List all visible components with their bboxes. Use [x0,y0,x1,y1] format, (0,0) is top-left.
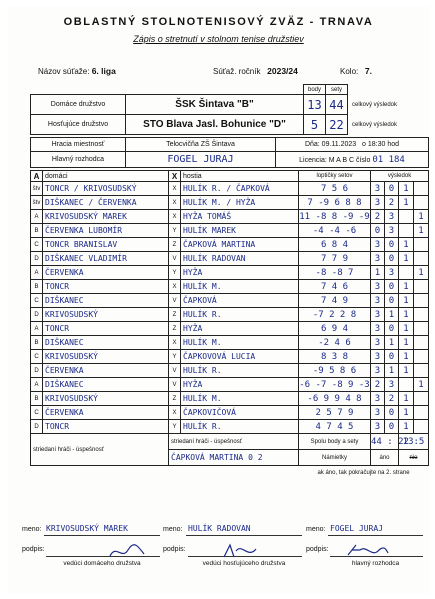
match-sets-home: 3 [371,322,385,336]
match-away-letter: Y [169,420,181,434]
match-row [31,266,429,280]
match-sets-away: 0 [385,322,399,336]
match-point-away [414,238,429,252]
sets-header: sety [326,85,348,95]
date-time [276,138,429,152]
spolu-label: Spolu body a sety [299,434,371,450]
round-label: Kolo: [340,67,359,76]
match-home-player: ČERVENKA [43,364,169,378]
ref-podpis-label: podpis: [306,546,329,553]
match-away-letter: Y [169,266,181,280]
match-point-home: 1 [399,350,414,364]
match-point-away [414,308,429,322]
match-point-away [414,294,429,308]
match-row [31,406,429,420]
match-point-home: 1 [399,336,414,350]
match-home-player: ČERVENKA [43,266,169,280]
match-home-player: TONCR [43,420,169,434]
round [340,66,372,76]
match-away-letter: Z [169,238,181,252]
match-set-scores: 6 8 4 [299,238,371,252]
sub-away-player: ČAPKOVÁ MARTINA [171,453,244,462]
match-away-letter: Y [169,224,181,238]
match-row [31,322,429,336]
match-row [31,294,429,308]
match-set-scores: -4 -4 -6 [299,224,371,238]
sub-away-score: 0 [248,453,253,462]
match-away-letter: X [169,210,181,224]
match-sets-home: 3 [371,238,385,252]
footer-table [30,433,429,480]
match-home-player: DIŠKANEC [43,378,169,392]
match-home-player: TONCR / KRIVOSUDSKÝ [43,182,169,196]
match-set-scores: 7 7 9 [299,252,371,266]
match-side: B [31,392,43,406]
match-away-letter: X [169,406,181,420]
namietky-ano: áno [371,450,399,466]
sub-away-total: 2 [257,453,263,462]
match-sets-away: 0 [385,238,399,252]
match-row [31,336,429,350]
match-row [31,378,429,392]
col-away: hostia [181,171,299,182]
match-set-scores: 7 4 9 [299,294,371,308]
match-sets-home: 2 [371,210,385,224]
sheet-title: OBLASTNÝ STOLNOTENISOVÝ ZVÄZ - TRNAVA [63,16,374,28]
match-away-player: HULÍK M. [181,392,299,406]
match-set-scores: -9 5 8 6 [299,364,371,378]
match-point-away [414,350,429,364]
match-side: A [31,322,43,336]
match-sets-home: 0 [371,224,385,238]
match-set-scores: 7 5 6 [299,182,371,196]
home-points: 13 [304,95,326,115]
match-sets-home: 3 [371,196,385,210]
match-away-player: HULÍK RADOVAN [181,252,299,266]
match-home-player: ČERVENKA LUBOMÍR [43,224,169,238]
match-set-scores: 7 -9 6 8 8 [299,196,371,210]
season [213,66,298,76]
away-leader-signature [220,541,260,561]
match-sets-away: 0 [385,406,399,420]
licence [276,152,429,168]
match-sets-away: 3 [385,210,399,224]
match-side: štv [31,182,43,196]
home-team-name: ŠSK Šintava "B" [126,95,304,115]
match-point-away [414,252,429,266]
match-away-player: ČAPKOVÁ [181,294,299,308]
match-row [31,392,429,406]
match-point-away [414,280,429,294]
namietky-label: Námietky [299,450,371,466]
col-a: A [31,171,43,182]
sub-home-label: striedaní hráči - úspešnosť [31,434,169,466]
venue-value: Telocvičňa ZŠ Šintava [126,138,276,152]
match-sets-home: 3 [371,392,385,406]
home-leader-caption: vedúci domáceho družstva [63,560,141,567]
team-info-table [30,84,429,135]
col-result: výsledok [371,171,429,182]
away-meno-label: meno: [163,526,183,533]
match-point-home: 1 [399,322,414,336]
match-set-scores: -8 -8 7 [299,266,371,280]
match-sets-home: 3 [371,336,385,350]
away-leader-caption: vedúci hosťujúceho družstva [202,560,286,567]
season-label: Súťaž. ročník [213,67,261,76]
home-meno-label: meno: [22,526,42,533]
match-set-scores: 11 -8 8 -9 -9 [299,211,370,222]
match-side: B [31,280,43,294]
sub-away-value [169,450,299,466]
match-away-player: HULÍK R. [181,364,299,378]
namietky-nie: nie [399,450,429,466]
date-label: Dňa: 09.11.2023 [304,141,357,148]
home-podpis-label: podpis: [22,546,45,553]
match-home-player: DIŠKANEC VLADIMÍR [43,252,169,266]
match-home-player: KRIVOSUDSKÝ [43,392,169,406]
away-leader-name: HULÍK RADOVAN [188,524,251,533]
match-home-player: TONCR BRANISLAV [43,238,169,252]
match-side: D [31,364,43,378]
match-sets-home: 3 [371,350,385,364]
match-away-letter: V [169,294,181,308]
match-away-letter: Z [169,392,181,406]
venue-table [30,137,429,168]
match-away-player: HULÍK R. [181,420,299,434]
match-away-player: HYŽA TOMÁŠ [181,210,299,224]
home-team-label: Domáce družstvo [31,95,126,115]
match-sets-away: 0 [385,280,399,294]
referee-caption: hlavný rozhodca [351,560,400,567]
match-row [31,224,429,238]
match-away-letter: X [169,182,181,196]
season-value: 2023/24 [267,66,298,76]
match-away-letter: Y [169,350,181,364]
match-point-home: 1 [399,308,414,322]
home-sets: 44 [326,95,348,115]
match-side: A [31,210,43,224]
match-row [31,364,429,378]
match-sets-away: 0 [385,350,399,364]
match-home-player: KRIVOSUDSKÝ [43,350,169,364]
match-point-away [414,392,429,406]
match-away-player: ČAPKOVIČOVÁ [181,406,299,420]
match-point-away [414,182,429,196]
match-sets-away: 1 [385,308,399,322]
licence-label: Licencia: M A B C číslo [299,156,371,164]
away-podpis-label: podpis: [163,546,186,553]
match-sets-home: 3 [371,406,385,420]
match-away-letter: X [169,336,181,350]
match-home-player: TONCR [43,280,169,294]
match-point-home: 1 [399,406,414,420]
match-away-letter: V [169,252,181,266]
match-side: A [31,266,43,280]
match-away-player: HULÍK M. [181,336,299,350]
match-point-away: 1 [414,378,429,392]
match-sets-home: 3 [371,308,385,322]
match-side: D [31,252,43,266]
match-point-away [414,196,429,210]
away-team-label: Hosťujúce družstvo [31,115,126,135]
overall-result-label-2: celkový výsledok [352,121,398,128]
match-side: C [31,350,43,364]
match-row [31,350,429,364]
match-grid [30,170,429,434]
match-point-home: 1 [399,238,414,252]
match-side: C [31,294,43,308]
match-away-letter: Z [169,308,181,322]
match-sets-home: 3 [371,182,385,196]
match-point-home: 1 [399,182,414,196]
sub-away-label: striedaní hráči - úspešnosť [169,434,299,450]
referee-label: Hlavný rozhodca [31,152,126,168]
match-row [31,280,429,294]
match-point-home: 1 [399,364,414,378]
venue-label: Hracia miestnosť [31,138,126,152]
match-away-player: HYŽA [181,322,299,336]
match-point-home: 1 [399,252,414,266]
match-point-home [399,378,414,392]
match-home-player: TONCR [43,322,169,336]
match-sets-home: 3 [371,364,385,378]
match-point-away [414,364,429,378]
match-row [31,308,429,322]
overall-result-label: celkový výsledok [352,101,398,108]
sheet-subtitle: Zápis o stretnutí v stolnom tenise družstiev [133,34,304,44]
match-side: C [31,238,43,252]
match-point-away: 1 [414,266,429,280]
col-home: domáci [43,171,169,182]
match-away-letter: X [169,196,181,210]
match-side: štv [31,196,43,210]
match-sets-away: 3 [385,266,399,280]
away-team-name: STO Blava Jasl. Bohunice "D" [126,115,304,135]
match-point-home: 1 [399,420,414,434]
match-away-letter: V [169,364,181,378]
match-point-away [414,336,429,350]
match-away-player: ČAPKOVOVÁ LUCIA [181,350,299,364]
match-sets-home: 1 [371,266,385,280]
round-value: 7. [364,66,372,76]
match-point-away: 1 [414,224,429,238]
match-sets-home: 3 [371,280,385,294]
match-away-player: HULÍK M. / HYŽA [181,196,299,210]
home-leader-signature [108,542,148,562]
match-away-letter: Z [169,322,181,336]
match-sets-home: 3 [371,420,385,434]
spolu-extra: 13:5 [399,434,429,450]
match-away-player: HULÍK R. [181,308,299,322]
away-points: 5 [304,115,326,135]
match-away-player: HULÍK R. / ČAPKOVÁ [181,182,299,196]
competition [38,66,116,76]
match-home-player: KRIVOSUDSKÝ [43,308,169,322]
match-away-player: HYŽA [181,266,299,280]
match-row [31,420,429,434]
match-set-scores: 4 7 4 5 [299,420,371,434]
match-sets-away: 1 [385,364,399,378]
away-sets: 22 [326,115,348,135]
match-side: B [31,224,43,238]
match-home-player: ČERVENKA [43,406,169,420]
match-sets-away: 2 [385,196,399,210]
match-set-scores: -2 4 6 [299,336,371,350]
match-home-player: DIŠKANEC [43,294,169,308]
match-sets-away: 2 [385,392,399,406]
match-sets-away: 0 [385,420,399,434]
col-sets: loptičky setov [299,171,371,182]
match-point-home [399,266,414,280]
match-home-player: DIŠKANEC / ČERVENKA [43,196,169,210]
match-sets-home: 3 [371,294,385,308]
match-point-away: 1 [414,210,429,224]
time-label: o 18:30 hod [362,141,400,148]
col-x: X [169,171,181,182]
match-sets-away: 3 [385,224,399,238]
competition-value: 6. liga [91,66,116,76]
match-away-player: HULÍK M. [181,280,299,294]
match-point-home: 1 [399,392,414,406]
match-away-player: ČAPKOVÁ MARTINA [181,238,299,252]
match-set-scores: -7 2 2 8 [299,308,371,322]
match-home-player: KRIVOSUDSKÝ MAREK [43,210,169,224]
match-set-scores: 2 5 7 9 [299,406,371,420]
match-set-scores: 7 4 6 [299,280,371,294]
match-sets-away: 3 [385,378,399,392]
match-row [31,210,429,224]
namietky-note: ak áno, tak pokračujte na 2. strane [317,469,410,476]
match-side: A [31,378,43,392]
body-header: body [304,85,326,95]
ref-name: FOGEL JURAJ [330,524,383,533]
match-row [31,182,429,196]
match-row [31,196,429,210]
match-point-home [399,210,414,224]
licence-number: 01 184 [372,154,405,165]
match-set-scores: 8 3 8 [299,350,371,364]
match-point-away [414,420,429,434]
match-point-away [414,322,429,336]
match-away-letter: X [169,280,181,294]
match-point-home [399,224,414,238]
match-point-away [414,406,429,420]
competition-label: Názov súťaže: [38,67,90,76]
match-side: D [31,308,43,322]
match-row [31,252,429,266]
ref-meno-label: meno: [306,526,326,533]
match-side: D [31,420,43,434]
match-sets-away: 0 [385,252,399,266]
match-away-letter: V [169,378,181,392]
match-side: B [31,336,43,350]
match-home-player: DIŠKANEC [43,336,169,350]
match-away-player: HULÍK MAREK [181,224,299,238]
match-point-home: 1 [399,280,414,294]
score-sheet [8,6,429,594]
referee-value: FOGEL JURAJ [126,152,276,168]
match-sets-away: 0 [385,182,399,196]
match-point-home: 1 [399,294,414,308]
match-sets-away: 1 [385,336,399,350]
match-point-home: 1 [399,196,414,210]
match-set-scores: -6 -7 -8 9 -3 [299,379,370,390]
match-sets-home: 3 [371,252,385,266]
match-set-scores: 6 9 4 [299,322,371,336]
match-set-scores: -6 9 9 4 8 [299,392,371,406]
referee-signature [346,541,390,561]
match-away-player: HYŽA [181,378,299,392]
match-side: C [31,406,43,420]
home-leader-name: KRIVOSUDSKÝ MAREK [46,524,128,533]
match-row [31,238,429,252]
match-sets-home: 2 [371,378,385,392]
match-sets-away: 0 [385,294,399,308]
spolu-value: 44 : 22 [371,434,399,450]
